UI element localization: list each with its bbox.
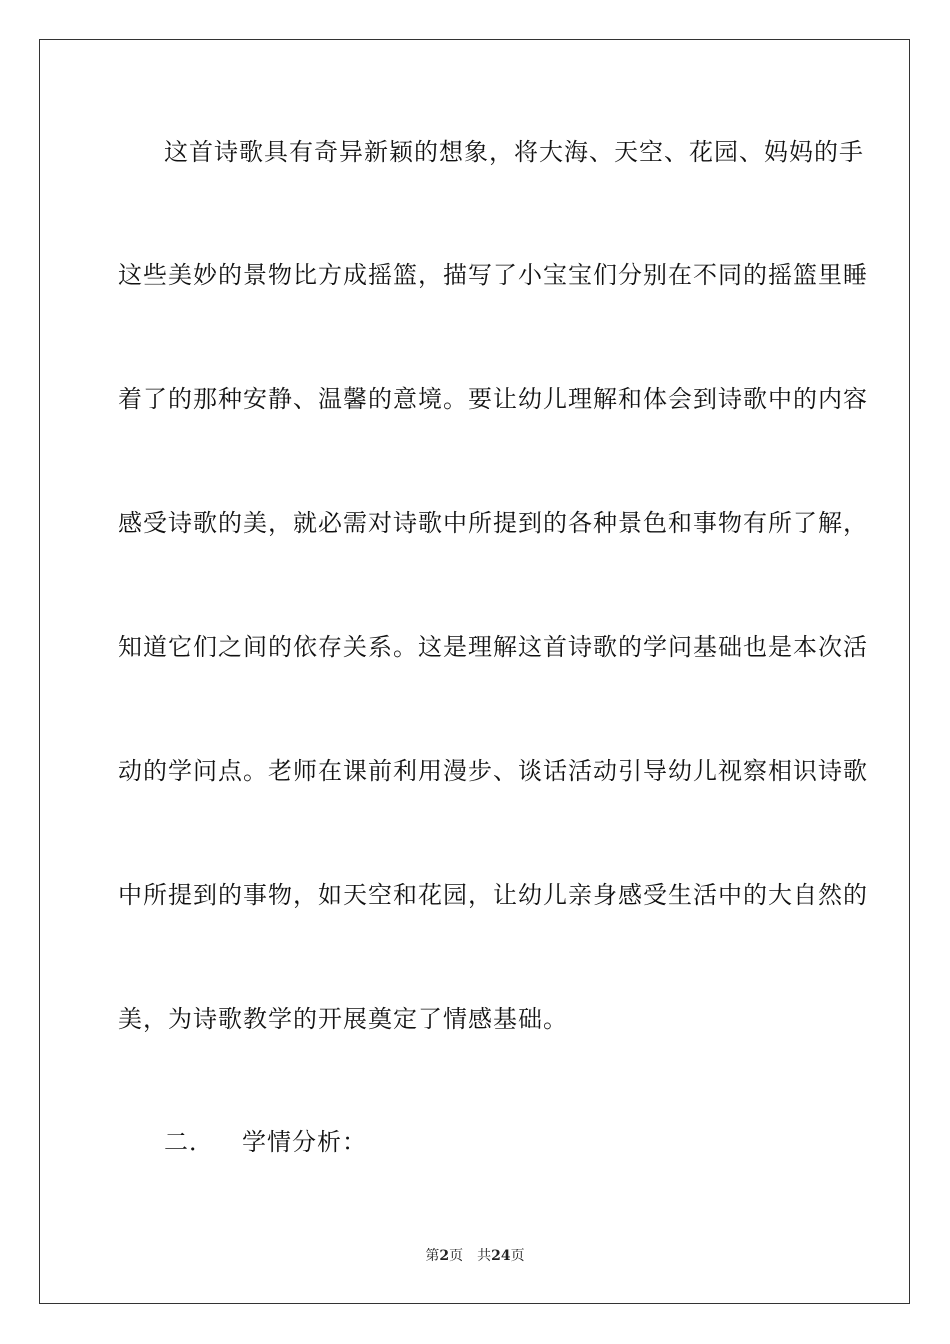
paragraph-line-3: 着了的那种安静、温馨的意境。要让幼儿理解和体会到诗歌中的内容 bbox=[118, 385, 868, 413]
paragraph-line-4: 感受诗歌的美，就必需对诗歌中所提到的各种景色和事物有所了解， bbox=[118, 509, 868, 537]
page-frame bbox=[39, 39, 910, 1304]
page-footer bbox=[0, 1247, 950, 1265]
footer-total-suffix: 页 bbox=[510, 1248, 525, 1264]
footer-page-number: 2 bbox=[439, 1248, 450, 1264]
footer-page-prefix: 第 bbox=[425, 1248, 440, 1264]
section-number: 二． bbox=[164, 1128, 214, 1156]
section-title: 学情分析： bbox=[242, 1128, 367, 1156]
paragraph-line-7: 中所提到的事物，如天空和花园，让幼儿亲身感受生活中的大自然的 bbox=[118, 881, 868, 909]
footer-total-number: 24 bbox=[491, 1248, 511, 1264]
footer-page-suffix: 页 bbox=[449, 1248, 464, 1264]
section-heading bbox=[164, 1127, 367, 1157]
paragraph-line-8: 美，为诗歌教学的开展奠定了情感基础。 bbox=[118, 1005, 568, 1033]
paragraph-line-2: 这些美妙的景物比方成摇篮，描写了小宝宝们分别在不同的摇篮里睡 bbox=[118, 261, 868, 289]
paragraph-line-1: 这首诗歌具有奇异新颖的想象，将大海、天空、花园、妈妈的手 bbox=[164, 138, 864, 166]
paragraph-line-6: 动的学问点。老师在课前利用漫步、谈话活动引导幼儿视察相识诗歌 bbox=[118, 757, 868, 785]
footer-total-prefix: 共 bbox=[477, 1248, 492, 1264]
paragraph-line-5: 知道它们之间的依存关系。这是理解这首诗歌的学问基础也是本次活 bbox=[118, 633, 868, 661]
